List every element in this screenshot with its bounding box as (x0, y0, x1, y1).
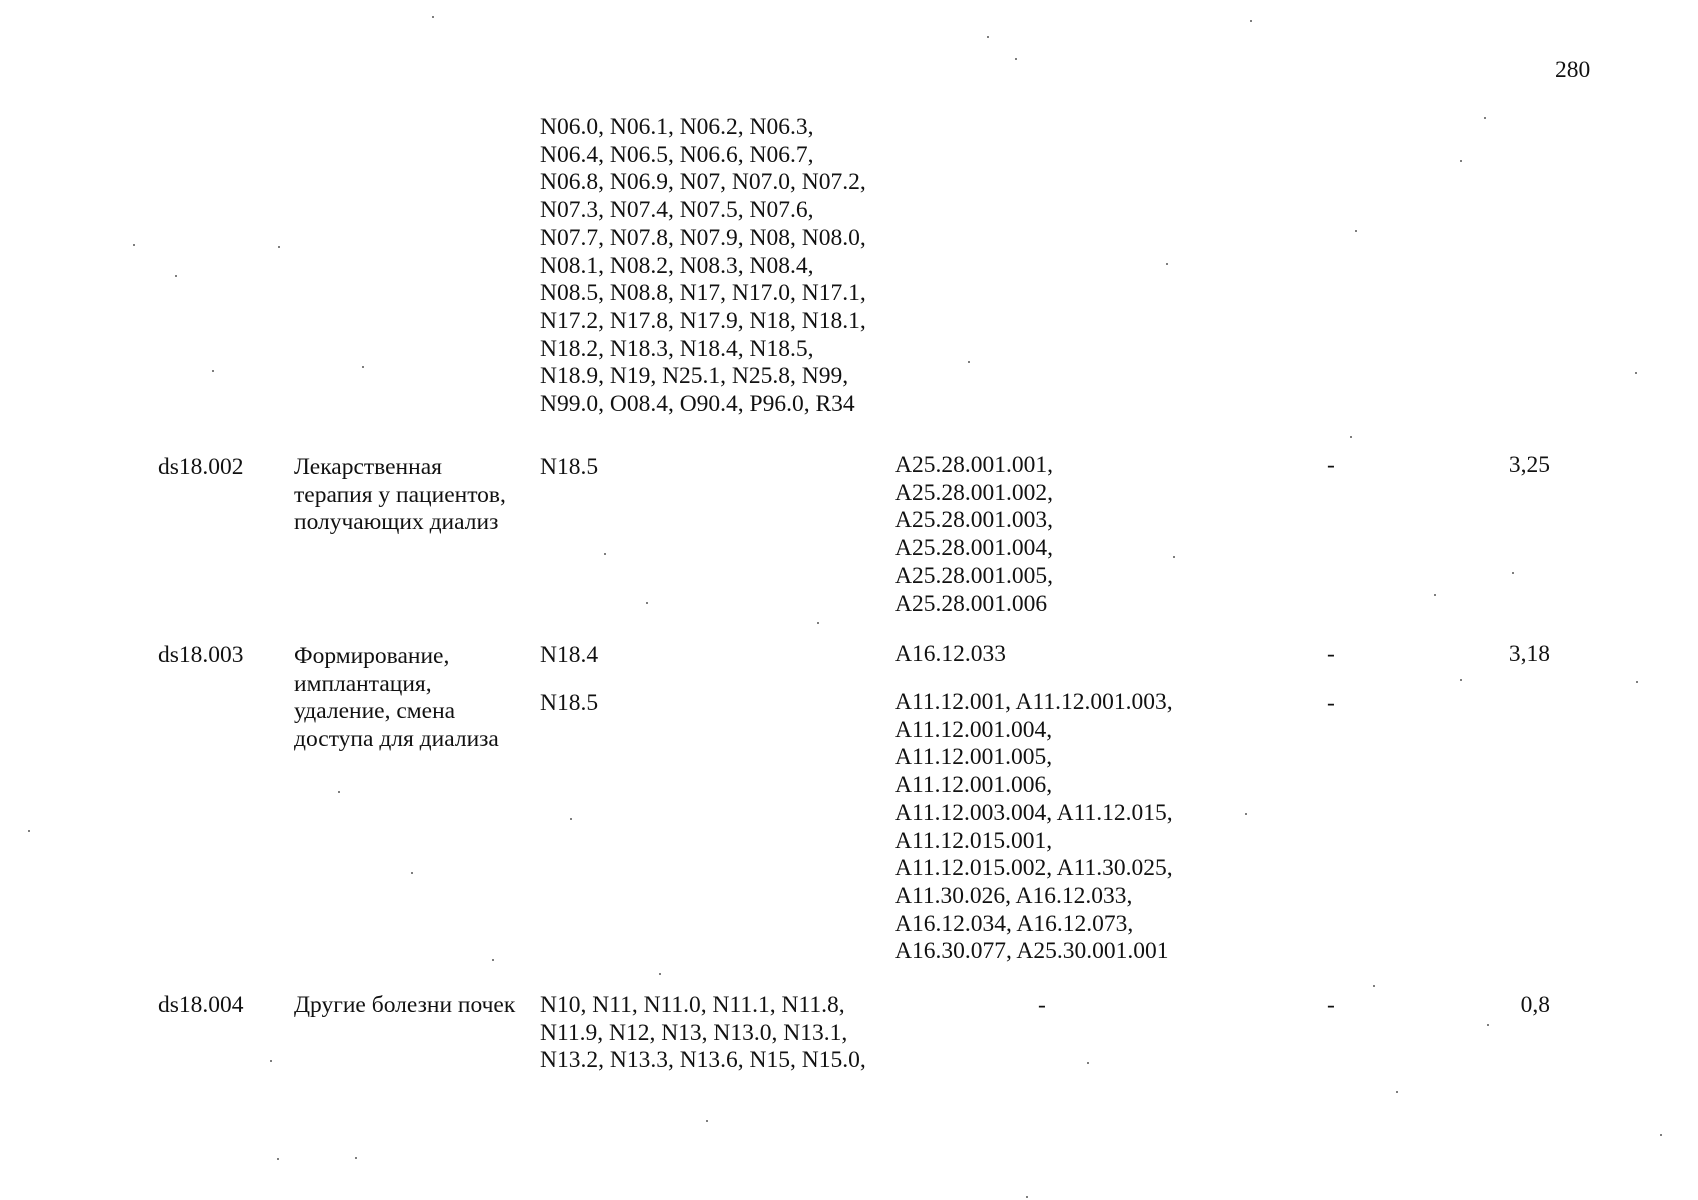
service-line: A11.12.001.004, (895, 716, 1053, 743)
diagnosis-line: N18.2, N18.3, N18.4, N18.5, (540, 335, 814, 362)
row-code: ds18.003 (158, 642, 244, 668)
service-line: A25.28.001.002, (895, 479, 1053, 506)
diagnosis-line: N18.5 (540, 454, 599, 480)
row-coefficient: 0,8 (1520, 992, 1550, 1018)
diagnosis-line: N13.2, N13.3, N13.6, N15, N15.0, (540, 1047, 866, 1074)
diagnosis-line: N99.0, O08.4, O90.4, P96.0, R34 (540, 391, 855, 418)
service-line: A25.28.001.004, (895, 535, 1053, 562)
service-line: A25.28.001.005, (895, 562, 1053, 589)
row-name-line: терапия у пациентов, (294, 481, 506, 508)
diagnosis-line: N06.0, N06.1, N06.2, N06.3, (540, 114, 814, 140)
row-name-line: получающих диализ (294, 509, 499, 536)
row-name-line: Формирование, (294, 643, 450, 669)
service-line: A25.28.001.006 (895, 590, 1048, 617)
row-services: - (1038, 992, 1046, 1018)
row-name-line: доступа для диализа (294, 726, 499, 753)
service-line: A25.28.001.001, (895, 452, 1053, 478)
row-coefficient: 3,25 (1508, 452, 1550, 478)
diagnosis-line: N08.5, N08.8, N17, N17.0, N17.1, (540, 280, 866, 307)
row-name-line: удаление, смена (294, 698, 456, 725)
row-other: - (1327, 641, 1335, 667)
row-diagnoses: N18.5 (540, 690, 599, 716)
row-name (294, 992, 515, 1020)
service-line: A25.28.001.003, (895, 507, 1053, 534)
diagnosis-line: N07.7, N07.8, N07.9, N08, N08.0, (540, 224, 866, 251)
service-line: A11.12.001.005, (895, 744, 1053, 771)
row-services: A16.12.033 (895, 641, 1006, 667)
row-name-line: имплантация, (294, 670, 432, 697)
continuation-diagnoses (540, 114, 866, 419)
row-diagnoses (540, 992, 866, 1075)
row-services (895, 689, 1173, 966)
row-other: - (1327, 690, 1335, 716)
diagnosis-line: N07.3, N07.4, N07.5, N07.6, (540, 197, 814, 224)
diagnosis-line: N11.9, N12, N13, N13.0, N13.1, (540, 1019, 848, 1046)
service-line: A11.30.026, A16.12.033, (895, 882, 1133, 909)
diagnosis-line: N17.2, N17.8, N17.9, N18, N18.1, (540, 307, 866, 334)
service-line: A16.12.034, A16.12.073, (895, 910, 1134, 937)
service-line: A11.12.015.001, (895, 827, 1053, 854)
service-line: A11.12.001.006, (895, 772, 1053, 799)
row-code: ds18.004 (158, 992, 244, 1018)
row-other: - (1327, 992, 1335, 1018)
page-number: 280 (1555, 57, 1591, 83)
row-name (294, 643, 499, 754)
row-name (294, 454, 506, 537)
row-coefficient: 3,18 (1508, 641, 1550, 667)
row-code: ds18.002 (158, 454, 244, 480)
row-diagnoses: N18.4 (540, 642, 599, 668)
diagnosis-line: N08.1, N08.2, N08.3, N08.4, (540, 252, 814, 279)
diagnosis-line: N06.4, N06.5, N06.6, N06.7, (540, 141, 814, 168)
service-line: A11.12.015.002, A11.30.025, (895, 855, 1173, 882)
diagnosis-line: N06.8, N06.9, N07, N07.0, N07.2, (540, 169, 866, 196)
service-line: A11.12.003.004, A11.12.015, (895, 799, 1173, 826)
service-line: A16.30.077, A25.30.001.001 (895, 938, 1169, 965)
diagnosis-line: N18.9, N19, N25.1, N25.8, N99, (540, 363, 849, 390)
diagnosis-line: N10, N11, N11.0, N11.1, N11.8, (540, 992, 845, 1018)
row-diagnoses (540, 454, 598, 482)
service-line: A11.12.001, A11.12.001.003, (895, 689, 1173, 715)
row-name-line: Лекарственная (294, 454, 442, 480)
row-name-line: Другие болезни почек (294, 992, 516, 1018)
row-services (895, 452, 1053, 618)
row-other: - (1327, 452, 1335, 478)
